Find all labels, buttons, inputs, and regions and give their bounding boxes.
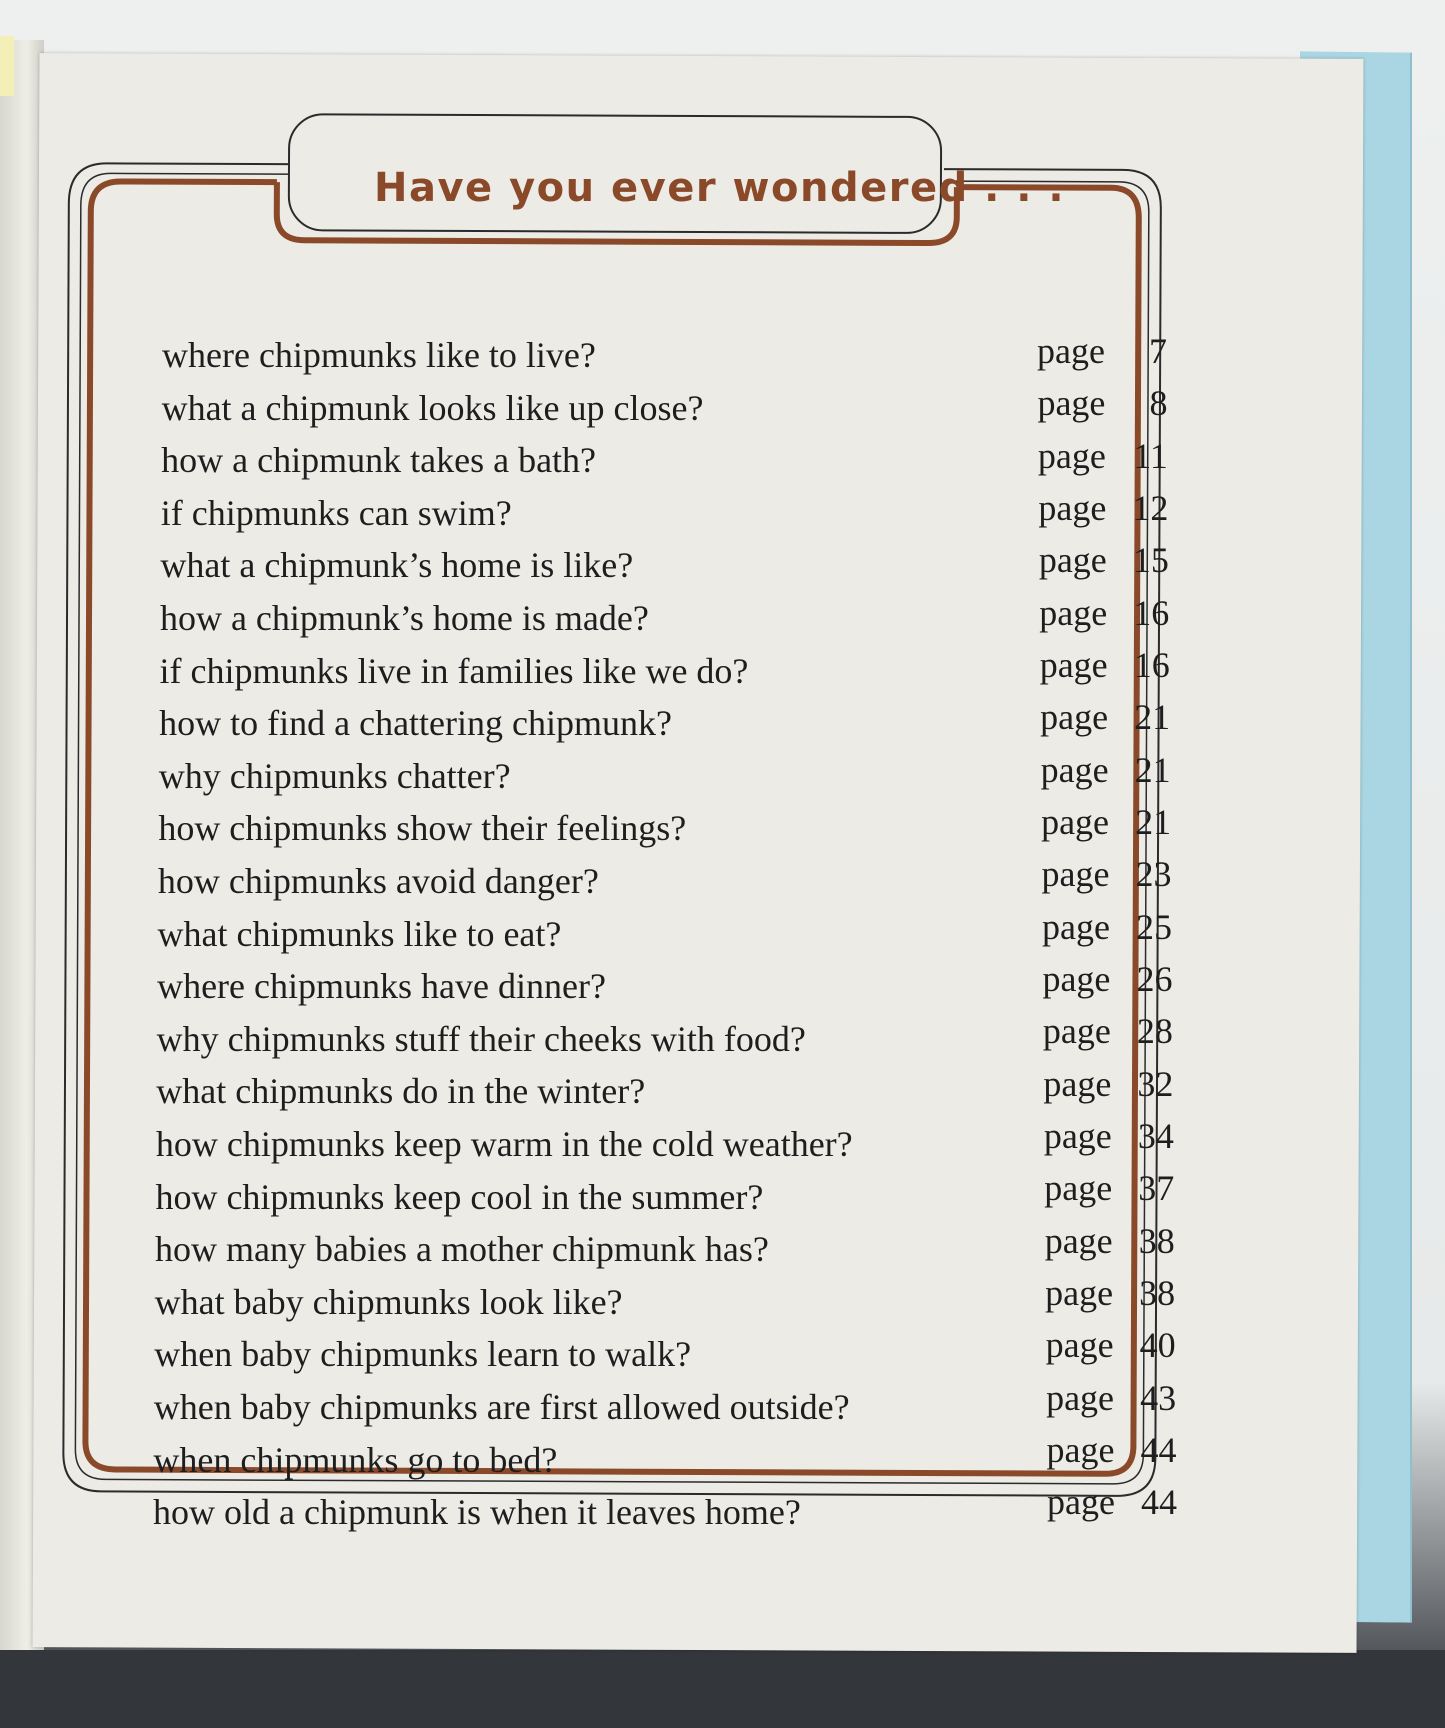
page-number: 7 — [1149, 331, 1167, 371]
page-number: 43 — [1140, 1377, 1177, 1418]
list-item — [155, 1220, 1195, 1276]
page-word: page — [1042, 906, 1110, 947]
list-item — [159, 644, 1200, 698]
question-text: if chipmunks can swim? — [160, 492, 512, 533]
page-reference — [1039, 539, 1169, 581]
page-number: 11 — [1133, 435, 1168, 476]
list-item — [162, 331, 1202, 382]
page-word: page — [1045, 1272, 1114, 1313]
page-number: 16 — [1133, 592, 1170, 633]
page-reference — [1038, 487, 1168, 529]
page-word: page — [1039, 592, 1108, 633]
list-item — [157, 906, 1198, 961]
page-word: page — [1037, 435, 1106, 476]
page-word: page — [1041, 854, 1110, 895]
page-word: page — [1040, 749, 1109, 790]
page-reference — [1044, 1115, 1174, 1157]
page-number: 21 — [1135, 801, 1172, 842]
list-item — [153, 1377, 1194, 1434]
list-item — [160, 487, 1201, 540]
list-item — [159, 697, 1199, 750]
page-reference — [1045, 1220, 1175, 1262]
list-item — [161, 383, 1202, 435]
page-word: page — [1037, 383, 1106, 424]
page-number: 38 — [1139, 1272, 1176, 1313]
page-word: page — [1040, 697, 1109, 738]
question-text: how a chipmunk takes a bath? — [161, 440, 597, 481]
question-text: if chipmunks live in families like we do? — [159, 650, 749, 691]
page-reference — [1042, 853, 1172, 895]
page-reference — [1040, 696, 1170, 738]
question-text: what a chipmunk’s home is like? — [160, 545, 634, 586]
question-text: how many babies a mother chipmunk has? — [155, 1229, 769, 1270]
page-reference — [1046, 1324, 1176, 1366]
page-word: page — [1037, 331, 1105, 371]
question-text: when baby chipmunks are first allowed outside? — [153, 1387, 850, 1427]
page-reference — [1037, 330, 1167, 372]
question-text: when chipmunks go to bed? — [153, 1439, 558, 1480]
page-word: page — [1042, 1011, 1111, 1052]
page-reference — [1045, 1272, 1175, 1314]
list-item — [157, 958, 1197, 1013]
page-reference — [1043, 1063, 1173, 1105]
list-item — [156, 1063, 1196, 1118]
page-number: 25 — [1136, 906, 1172, 947]
question-text: how to find a chattering chipmunk? — [159, 703, 672, 744]
question-text: how chipmunks keep cool in the summer? — [155, 1176, 764, 1217]
page-number: 44 — [1140, 1429, 1177, 1470]
list-item — [156, 1011, 1197, 1066]
page-word: page — [1046, 1429, 1115, 1470]
page-reference — [1042, 958, 1172, 1000]
page-number: 8 — [1149, 383, 1168, 424]
question-text: what chipmunks like to eat? — [157, 913, 562, 954]
page-number: 15 — [1132, 540, 1169, 581]
page-word: page — [1041, 801, 1110, 842]
question-text: how chipmunks avoid danger? — [157, 861, 599, 901]
list-item — [153, 1429, 1193, 1487]
page-word: page — [1038, 487, 1107, 528]
page-number: 32 — [1137, 1063, 1174, 1104]
question-text: what chipmunks do in the winter? — [156, 1071, 646, 1112]
list-item — [158, 749, 1199, 803]
question-text: how chipmunks show their feelings? — [158, 808, 687, 849]
page-word: page — [1047, 1482, 1115, 1523]
list-item — [161, 435, 1201, 487]
page-reference — [1038, 435, 1168, 477]
page-word: page — [1039, 644, 1108, 685]
page-word: page — [1038, 540, 1107, 581]
question-text: what a chipmunk looks like up close? — [161, 387, 704, 428]
page-word: page — [1043, 1063, 1112, 1104]
page-word: page — [1044, 1168, 1113, 1209]
yellow-page-tab — [0, 36, 14, 96]
question-text: why chipmunks stuff their cheeks with food? — [156, 1018, 806, 1059]
page-reference — [1041, 801, 1171, 843]
page-reference — [1044, 1167, 1174, 1209]
page-word: page — [1046, 1377, 1115, 1418]
page-number: 21 — [1134, 749, 1171, 790]
page-number: 21 — [1134, 697, 1171, 738]
page-reference — [1043, 1010, 1173, 1052]
question-text: why chipmunks chatter? — [158, 755, 511, 796]
list-item — [159, 592, 1200, 645]
question-text: what baby chipmunks look like? — [154, 1281, 623, 1322]
page-number: 34 — [1137, 1115, 1174, 1156]
page-number: 38 — [1138, 1220, 1175, 1261]
page-number: 26 — [1136, 958, 1173, 999]
page-title: Have you ever wondered . . . — [374, 165, 1066, 211]
list-item — [160, 540, 1200, 592]
page-number: 23 — [1135, 854, 1172, 895]
question-text: how chipmunks keep warm in the cold weather? — [155, 1124, 853, 1164]
question-text: how a chipmunk’s home is made? — [159, 598, 649, 638]
list-item — [155, 1115, 1196, 1171]
list-item — [157, 854, 1198, 908]
list-item — [153, 1482, 1193, 1539]
page-reference — [1042, 906, 1172, 948]
page-number: 40 — [1139, 1325, 1176, 1366]
list-item — [158, 801, 1198, 855]
page-number: 12 — [1132, 487, 1169, 528]
list-item — [154, 1272, 1195, 1329]
page-word: page — [1044, 1220, 1113, 1261]
question-text: how old a chipmunk is when it leaves home? — [153, 1492, 801, 1533]
page-reference — [1047, 1429, 1177, 1471]
table-surface — [0, 1650, 1445, 1728]
page-word: page — [1045, 1325, 1114, 1366]
page-number: 28 — [1136, 1011, 1173, 1052]
page-reference — [1040, 644, 1170, 686]
page-reference — [1047, 1481, 1177, 1523]
page-number: 37 — [1138, 1168, 1175, 1209]
list-item — [155, 1168, 1195, 1224]
question-text: when baby chipmunks learn to walk? — [154, 1334, 692, 1375]
list-item — [154, 1325, 1194, 1381]
page-number: 16 — [1133, 644, 1170, 685]
question-text: where chipmunks like to live? — [162, 335, 596, 375]
page-reference — [1037, 382, 1167, 424]
page-reference — [1039, 592, 1169, 634]
question-text: where chipmunks have dinner? — [157, 966, 606, 1007]
page-word: page — [1042, 958, 1111, 999]
page-word: page — [1043, 1115, 1112, 1156]
page-number: 44 — [1141, 1482, 1177, 1523]
page-reference — [1046, 1377, 1176, 1419]
page-reference — [1041, 749, 1171, 791]
